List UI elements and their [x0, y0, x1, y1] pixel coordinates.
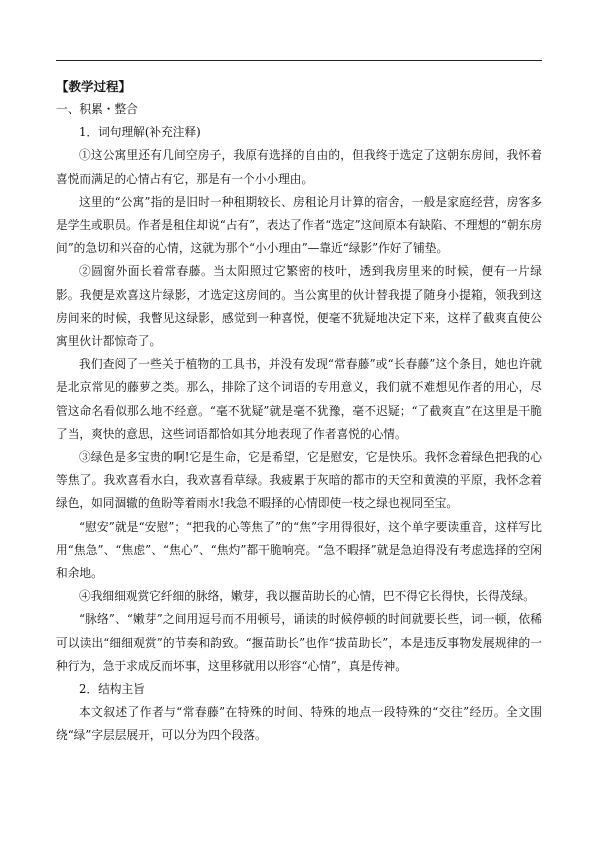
paragraph-5: ③绿色是多宝贵的啊!它是生命，它是希望，它是慰安，它是快乐。我怀念着绿色把我的心等焦了。我欢喜看水白，我欢喜看草绿。我疲累于灰暗的都市的天空和黄漠的平原，我怀念着绿色，如同涸辙的鱼盼等着雨水!我急不暇择的心情即使一枝之绿也视同至宝。 [56, 450, 542, 511]
paragraph-3: ②圆窗外面长着常春藤。当太阳照过它繁密的枝叶，透到我房里来的时候，便有一片绿影。我便是欢喜这片绿影，才选定这房间的。当公寓里的伙计替我提了随身小提箱，领我到这房间来的时候，我瞥见这绿影，感觉到一种喜悦，便毫不犹疑地决定下来，这样了截爽直使公寓里伙计都惊奇了。 [56, 264, 542, 349]
header-rule [56, 60, 542, 61]
paragraph-7: ④我细细观赏它纤细的脉络，嫩芽，我以揠苗助长的心情，巴不得它长得快，长得茂绿。 [79, 589, 535, 604]
paragraph-structure: 本文叙述了作者与“常春藤”在特殊的时间、特殊的地点一段特殊的“交往”经历。全文围绕“绿”字层层展开，可以分为四个段落。 [56, 705, 542, 743]
subsection-structure: 2．结构主旨 [79, 682, 145, 697]
paragraph-1: ①这公寓里还有几间空房子，我原有选择的自由的，但我终于选定了这朝东房间，我怀着喜悦而满足的心情占有它，那是有一个小小理由。 [56, 148, 542, 186]
paragraph-2: 这里的“公寓”指的是旧时一种租期较长、房租论月计算的宿舍，一般是家庭经营，房客多是学生或职员。作者是租住却说“占有”，表达了作者“选定”这间原本有缺陷、不理想的“朝东房间”的急切和兴奋的心情，这就为那个“小小理由”—靠近“绿影”作好了铺垫。 [56, 194, 542, 256]
document-body [56, 76, 542, 748]
section-heading: 【教学过程】 [56, 79, 132, 94]
paragraph-6: “慰安”就是“安慰”；“把我的心等焦了”的“焦”字用得很好，这个单字要读重音，这样写比用“焦急”、“焦虑”、“焦心”、“焦灼”都干脆响亮。“急不暇择”就是急迫得没有考虑选择的空闲和余地。 [56, 519, 542, 581]
subsection-vocabulary: 1．词句理解(补充注释) [79, 125, 201, 140]
paragraph-4: 我们查阅了一些关于植物的工具书，并没有发现“常春藤”或“长春藤”这个条目，她也许就是北京常见的藤萝之类。那么，排除了这个词语的专用意义，我们就不难想见作者的用心，尽管这命名看似那么地不经意。“毫不犹疑”就是毫不犹豫，毫不迟疑；“了截爽直”在这里是干脆了当，爽快的意思，这些词语都恰如其分地表现了作者喜悦的心情。 [56, 357, 542, 441]
section-title-accumulation: 一、积累・整合 [56, 102, 138, 116]
paragraph-8: “脉络”、“嫩芽”之间用逗号而不用顿号，诵读的时候停顿的时间就要长些，词一顿，依稀可以读出“细细观赏”的节奏和韵致。“揠苗助长”也作“拔苗助长”，本是违反事物发展规律的一种行为，急于求成反而坏事，这里移就用以形容“心情”，真是传神。 [56, 612, 542, 673]
